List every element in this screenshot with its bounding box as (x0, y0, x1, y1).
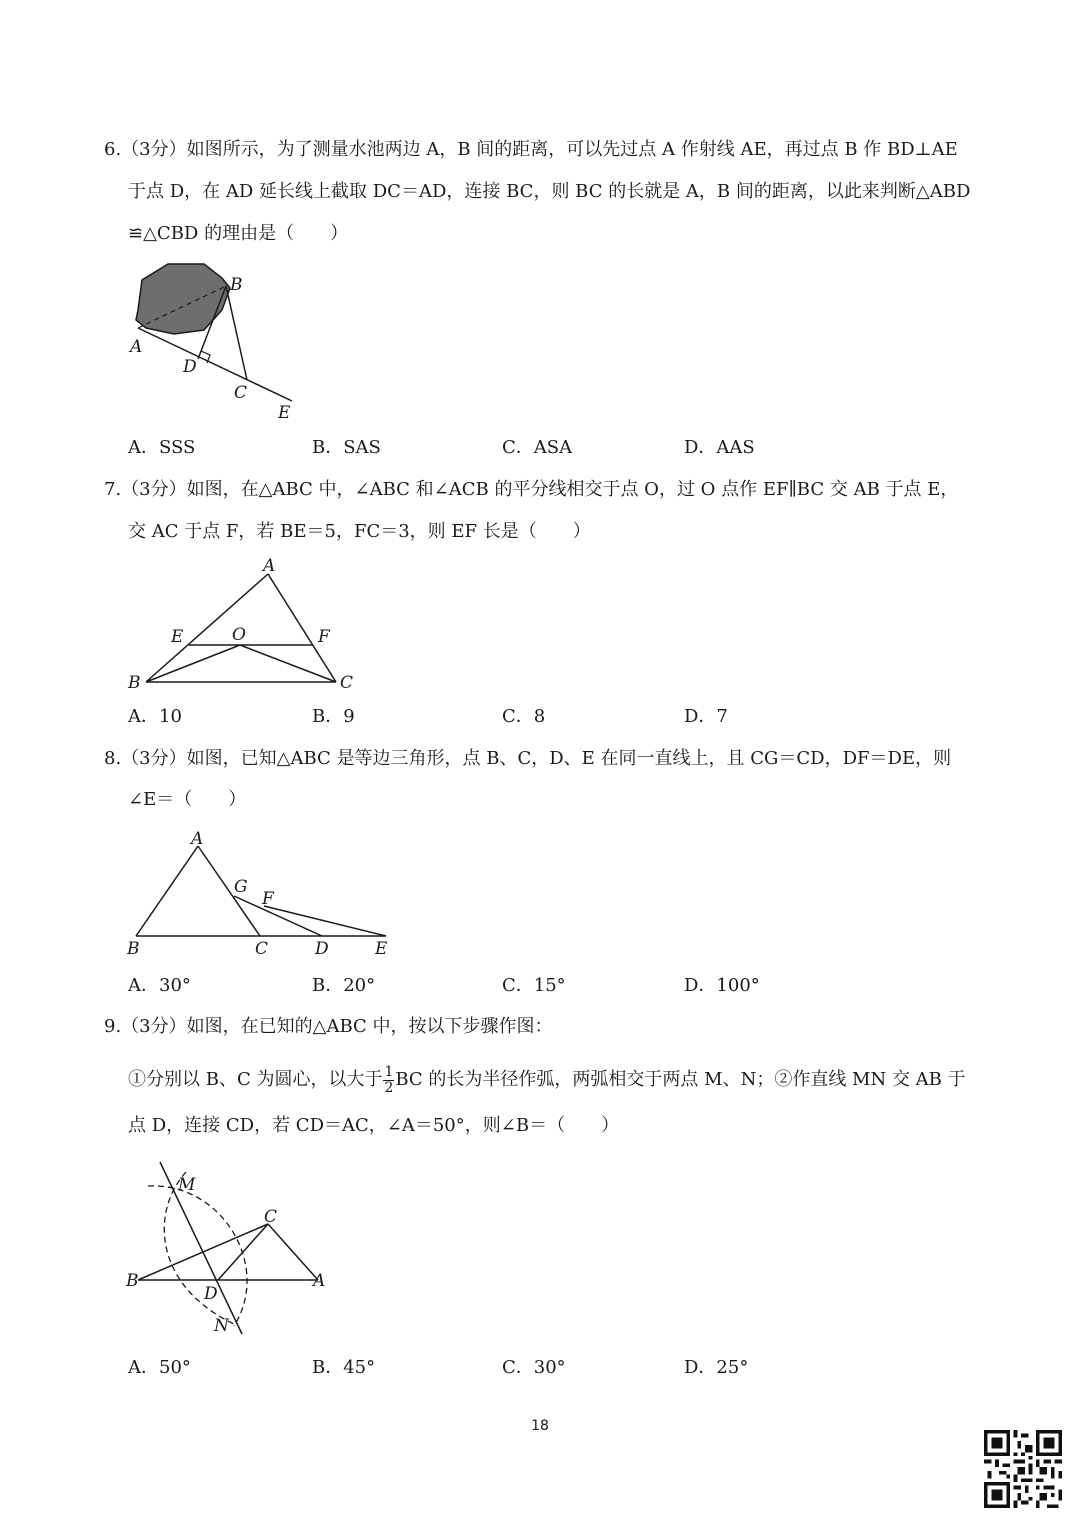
q8-segment-gd (234, 896, 322, 936)
q8-label-b: B (127, 939, 140, 959)
q9-fraction-denominator: 2 (384, 1079, 394, 1096)
q9-figure (122, 1156, 342, 1342)
q7-label-e: E (171, 627, 184, 647)
page-number: 18 (531, 1418, 549, 1434)
q8-segment-fe (264, 906, 386, 936)
q9-label-d: D (204, 1284, 218, 1304)
q6-label-e: E (278, 403, 291, 423)
q7-text-line1: 7.（3分）如图，在△ABC 中，∠ABC 和∠ACB 的平分线相交于点 O，过 O 点作 EF∥BC 交 AB 于点 E， (104, 479, 959, 500)
q8-text-line2: ∠E＝（ ） (128, 789, 247, 810)
q7-figure (122, 552, 362, 698)
q9-segment-dc (218, 1224, 268, 1280)
q9-text-line1: 9.（3分）如图，在已知的△ABC 中，按以下步骤作图： (104, 1016, 553, 1037)
q6-text-line1: 6.（3分）如图所示，为了测量水池两边 A，B 间的距离，可以先过点 A 作射线 AE，再过点 B 作 BD⊥AE (104, 139, 958, 160)
q7-option-a[interactable]: A．10 (128, 706, 182, 727)
q6-label-c: C (234, 383, 248, 403)
q9-text-line2-part1: ①分别以 B、C 为圆心，以大于 (128, 1069, 383, 1090)
q6-text-line3: ≌△CBD 的理由是（ ） (128, 223, 349, 244)
q6-segment-bc (226, 286, 247, 380)
q8-label-a: A (191, 829, 204, 849)
q7-label-f: F (318, 627, 330, 647)
q6-option-b[interactable]: B．SAS (312, 437, 381, 458)
q9-option-d[interactable]: D．25° (684, 1357, 749, 1378)
q6-figure (126, 258, 316, 428)
q9-segment-ca (268, 1224, 318, 1280)
q8-option-a[interactable]: A．30° (128, 975, 191, 996)
q7-option-d[interactable]: D．7 (684, 706, 728, 727)
q6-option-a[interactable]: A．SSS (128, 437, 196, 458)
q9-label-b: B (126, 1271, 139, 1291)
q7-segment-oc (240, 645, 336, 682)
q9-option-c[interactable]: C．30° (502, 1357, 566, 1378)
q6-option-d[interactable]: D．AAS (684, 437, 755, 458)
q9-option-a[interactable]: A．50° (128, 1357, 191, 1378)
q9-fraction-numerator: 1 (384, 1063, 394, 1080)
q7-label-a: A (263, 556, 276, 576)
q8-label-e: E (375, 939, 388, 959)
q8-label-c: C (255, 939, 269, 959)
q9-segment-bc (138, 1224, 268, 1280)
q9-label-a: A (313, 1271, 326, 1291)
q6-label-d: D (183, 357, 197, 377)
q9-text-line3: 点 D，连接 CD，若 CD＝AC，∠A＝50°，则∠B＝（ ） (128, 1115, 620, 1136)
qr-code-icon (984, 1430, 1062, 1508)
q8-option-b[interactable]: B．20° (312, 975, 376, 996)
q7-option-b[interactable]: B．9 (312, 706, 355, 727)
q7-label-b: B (128, 673, 141, 693)
q8-segment-ac (198, 846, 260, 936)
q7-option-c[interactable]: C．8 (502, 706, 546, 727)
q6-option-c[interactable]: C．ASA (502, 437, 573, 458)
q6-ray-ae (138, 328, 292, 401)
q6-label-a: A (130, 337, 143, 357)
q8-label-g: G (234, 877, 248, 897)
q8-segment-ab (136, 846, 198, 936)
q9-arc-from-b (148, 1186, 247, 1326)
q7-label-o: O (232, 625, 246, 645)
q9-label-m: M (178, 1175, 196, 1195)
q9-fraction-half (383, 1065, 394, 1096)
q9-option-b[interactable]: B．45° (312, 1357, 376, 1378)
q9-label-n: N (214, 1316, 229, 1336)
q8-text-line1: 8.（3分）如图，已知△ABC 是等边三角形，点 B、C，D、E 在同一直线上，且 CG＝CD，DF＝DE，则 (104, 748, 952, 769)
q8-label-f: F (262, 889, 274, 909)
q9-text-line2 (128, 1064, 966, 1096)
q7-segment-ab (146, 574, 268, 682)
q9-label-c: C (264, 1207, 278, 1227)
q8-option-d[interactable]: D．100° (684, 975, 760, 996)
q7-text-line2: 交 AC 于点 F，若 BE＝5，FC＝3，则 EF 长是（ ） (128, 521, 591, 542)
q8-figure (122, 824, 402, 960)
q7-segment-bo (146, 645, 240, 682)
q6-pool-shape (136, 264, 230, 334)
q7-label-c: C (340, 673, 354, 693)
q9-text-line2-part2: BC 的长为半径作弧，两弧相交于两点 M、N；②作直线 MN 交 AB 于 (395, 1069, 966, 1090)
q8-label-d: D (315, 939, 329, 959)
q8-option-c[interactable]: C．15° (502, 975, 566, 996)
q6-text-line2: 于点 D，在 AD 延长线上截取 DC＝AD，连接 BC，则 BC 的长就是 A，B 间的距离，以此来判断△ABD (128, 181, 971, 202)
q6-label-b: B (230, 275, 243, 295)
q9-arc-from-c (164, 1172, 234, 1324)
